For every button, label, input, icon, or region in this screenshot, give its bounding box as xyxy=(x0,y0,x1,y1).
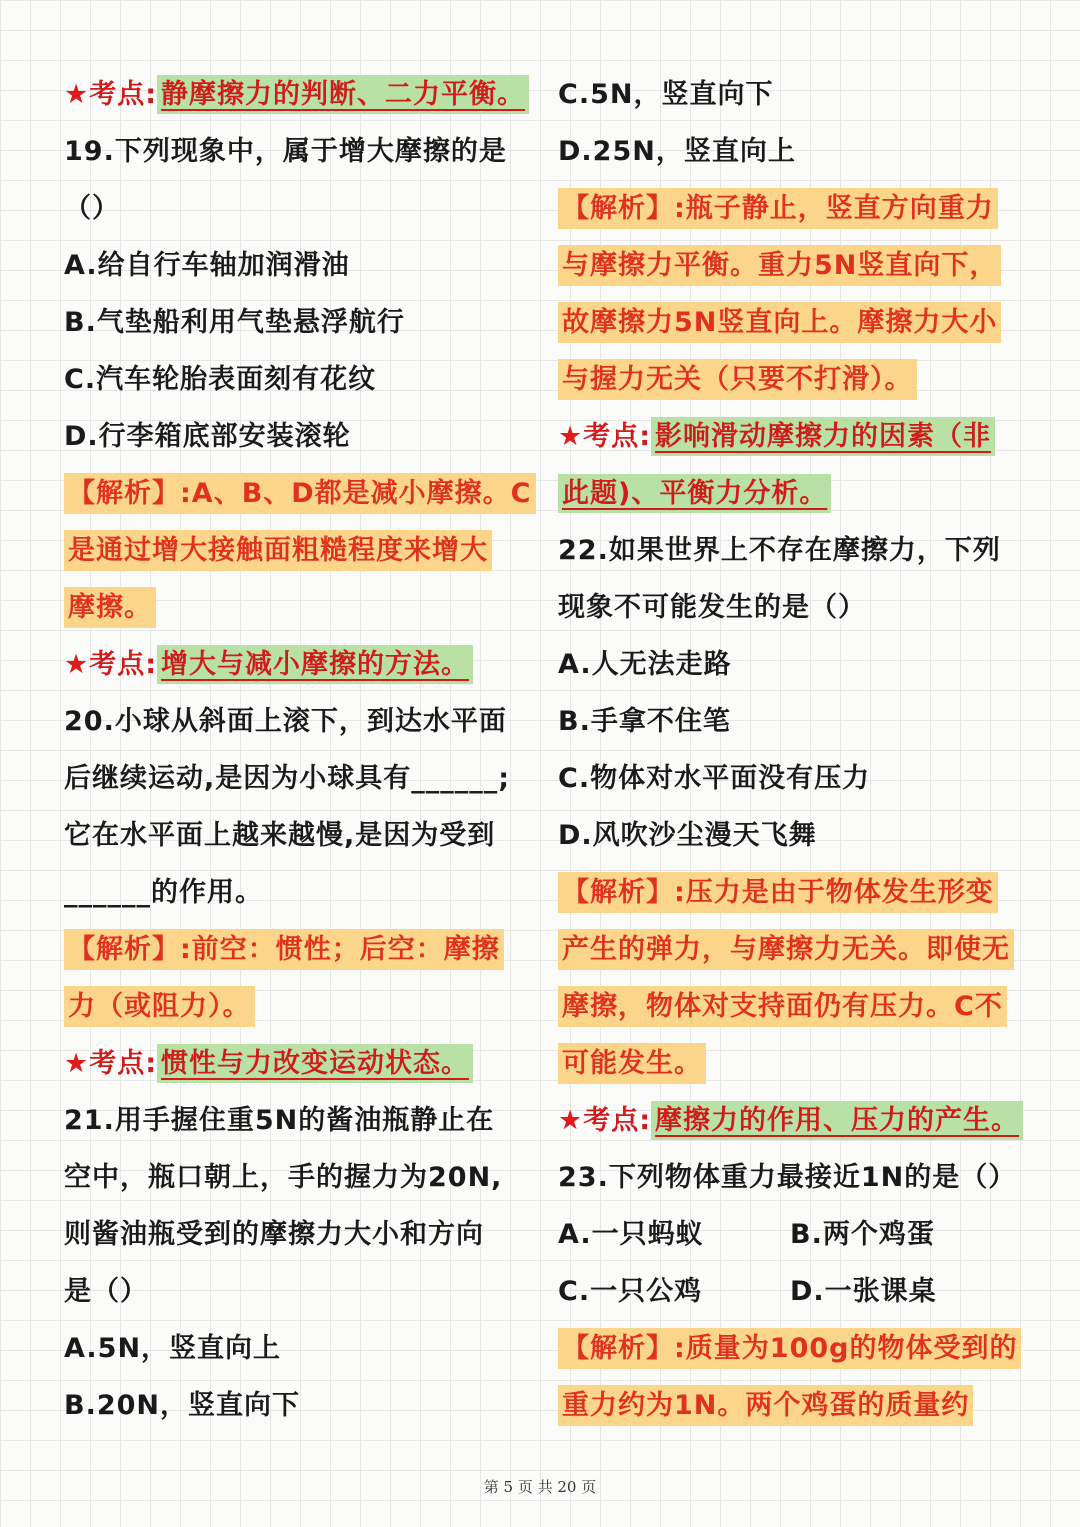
q21-option-a: A.5N，竖直向上 xyxy=(64,1333,282,1364)
q21-option-d: D.25N，竖直向上 xyxy=(558,136,796,167)
q19-stem: 19.下列现象中，属于增大摩擦的是 xyxy=(64,136,507,167)
star-icon: ★ xyxy=(64,649,90,680)
page-footer: 第 5 页 共 20 页 xyxy=(483,1478,597,1496)
q21-option-c: C.5N，竖直向下 xyxy=(558,79,774,110)
q19-option-a: A.给自行车轴加润滑油 xyxy=(64,250,350,281)
q23-stem: 23.下列物体重力最接近1N的是（） xyxy=(558,1162,1017,1193)
kaodian-q22: ★考点: 摩擦力的作用、压力的产生。 xyxy=(558,1092,1028,1149)
q22-analysis-cont: 产生的弹力，与摩擦力无关。即使无 xyxy=(558,921,1028,978)
q23-option-c: C.一只公鸡 xyxy=(558,1276,703,1307)
star-icon: ★ xyxy=(558,421,584,452)
q21-option-b: B.20N，竖直向下 xyxy=(64,1390,301,1421)
kaodian-q20: ★考点: 惯性与力改变运动状态。 xyxy=(64,1035,534,1092)
q21-stem-cont: 空中，瓶口朝上，手的握力为20N, xyxy=(64,1162,503,1193)
q21-analysis-line: 【解析】:瓶子静止，竖直方向重力 xyxy=(558,180,1028,237)
q19-analysis-cont: 是通过增大接触面粗糙程度来增大 xyxy=(64,522,534,579)
q21-analysis-cont xyxy=(558,351,1028,408)
q21-stem-cont: 是（） xyxy=(64,1276,148,1307)
q22-stem: 22.如果世界上不存在摩擦力，下列 xyxy=(558,535,1001,566)
q22-stem-cont: 现象不可能发生的是（） xyxy=(558,592,866,623)
q22-option-b: B.手拿不住笔 xyxy=(558,706,731,737)
q21-analysis-text: :瓶子静止，竖直方向重力 xyxy=(674,193,994,224)
q20-analysis: 【解析】:前空：惯性；后空：摩擦 xyxy=(64,921,534,978)
star-icon: ★ xyxy=(64,79,90,110)
q22-option-a: A.人无法走路 xyxy=(558,649,732,680)
q19-analysis: 【解析】:A、B、D都是减小摩擦。C xyxy=(64,465,534,522)
q23-option-a: A.一只蚂蚁 xyxy=(558,1219,704,1250)
star-icon: ★ xyxy=(558,1105,584,1136)
q22-option-c: C.物体对水平面没有压力 xyxy=(558,763,871,794)
q19-option-b: B.气垫船利用气垫悬浮航行 xyxy=(64,307,405,338)
kaodian-q19: ★考点: 增大与减小摩擦的方法。 xyxy=(64,636,534,693)
q20-analysis-cont: 力（或阻力）。 xyxy=(64,978,534,1035)
q21-analysis xyxy=(558,180,1028,408)
q20-stem-cont: ______的作用。 xyxy=(64,877,263,908)
q21-stem-cont: 则酱油瓶受到的摩擦力大小和方向 xyxy=(64,1219,484,1250)
q20-stem: 20.小球从斜面上滚下，到达水平面 xyxy=(64,706,507,737)
q23-analysis-cont: 重力约为1N。两个鸡蛋的质量约 xyxy=(558,1377,1028,1434)
left-column xyxy=(64,66,534,1434)
kaodian-q21-cont: 此题)、平衡力分析。 xyxy=(558,465,1028,522)
q20-stem-cont: 它在水平面上越来越慢,是因为受到 xyxy=(64,820,496,851)
right-column xyxy=(558,66,1028,1434)
q21-analysis-cont xyxy=(558,237,1028,294)
q19-analysis-cont: 摩擦。 xyxy=(64,579,534,636)
q21-analysis-text: 与摩擦力平衡。重力5N竖直向下， xyxy=(562,250,998,281)
q20-stem-cont: 后继续运动,是因为小球具有______; xyxy=(64,763,511,794)
star-icon: ★ xyxy=(64,1048,90,1079)
q23-analysis: 【解析】:质量为100g的物体受到的 xyxy=(558,1320,1028,1377)
q23-option-d: D.一张课桌 xyxy=(790,1276,937,1307)
q23-option-b: B.两个鸡蛋 xyxy=(790,1219,935,1250)
q23-options-row1 xyxy=(558,1206,1028,1263)
q21-analysis-cont xyxy=(558,294,1028,351)
q23-options-row2 xyxy=(558,1263,1028,1320)
q19-option-c: C.汽车轮胎表面刻有花纹 xyxy=(64,364,377,395)
q21-analysis-text: 故摩擦力5N竖直向上。摩擦力大小 xyxy=(562,307,998,338)
q19-stem-cont: （） xyxy=(64,193,120,224)
q21-stem: 21.用手握住重5N的酱油瓶静止在 xyxy=(64,1105,495,1136)
kaodian-q18: ★考点: 静摩擦力的判断、二力平衡。 xyxy=(64,66,534,123)
q22-analysis-cont: 摩擦，物体对支持面仍有压力。C不 xyxy=(558,978,1028,1035)
kaodian-q21: ★考点: 影响滑动摩擦力的因素（非 xyxy=(558,408,1028,465)
q19-option-d: D.行李箱底部安装滚轮 xyxy=(64,421,351,452)
q21-analysis-text: 与握力无关（只要不打滑）。 xyxy=(562,364,913,395)
q22-analysis: 【解析】:压力是由于物体发生形变 xyxy=(558,864,1028,921)
q22-analysis-cont: 可能发生。 xyxy=(558,1035,1028,1092)
q22-option-d: D.风吹沙尘漫天飞舞 xyxy=(558,820,817,851)
